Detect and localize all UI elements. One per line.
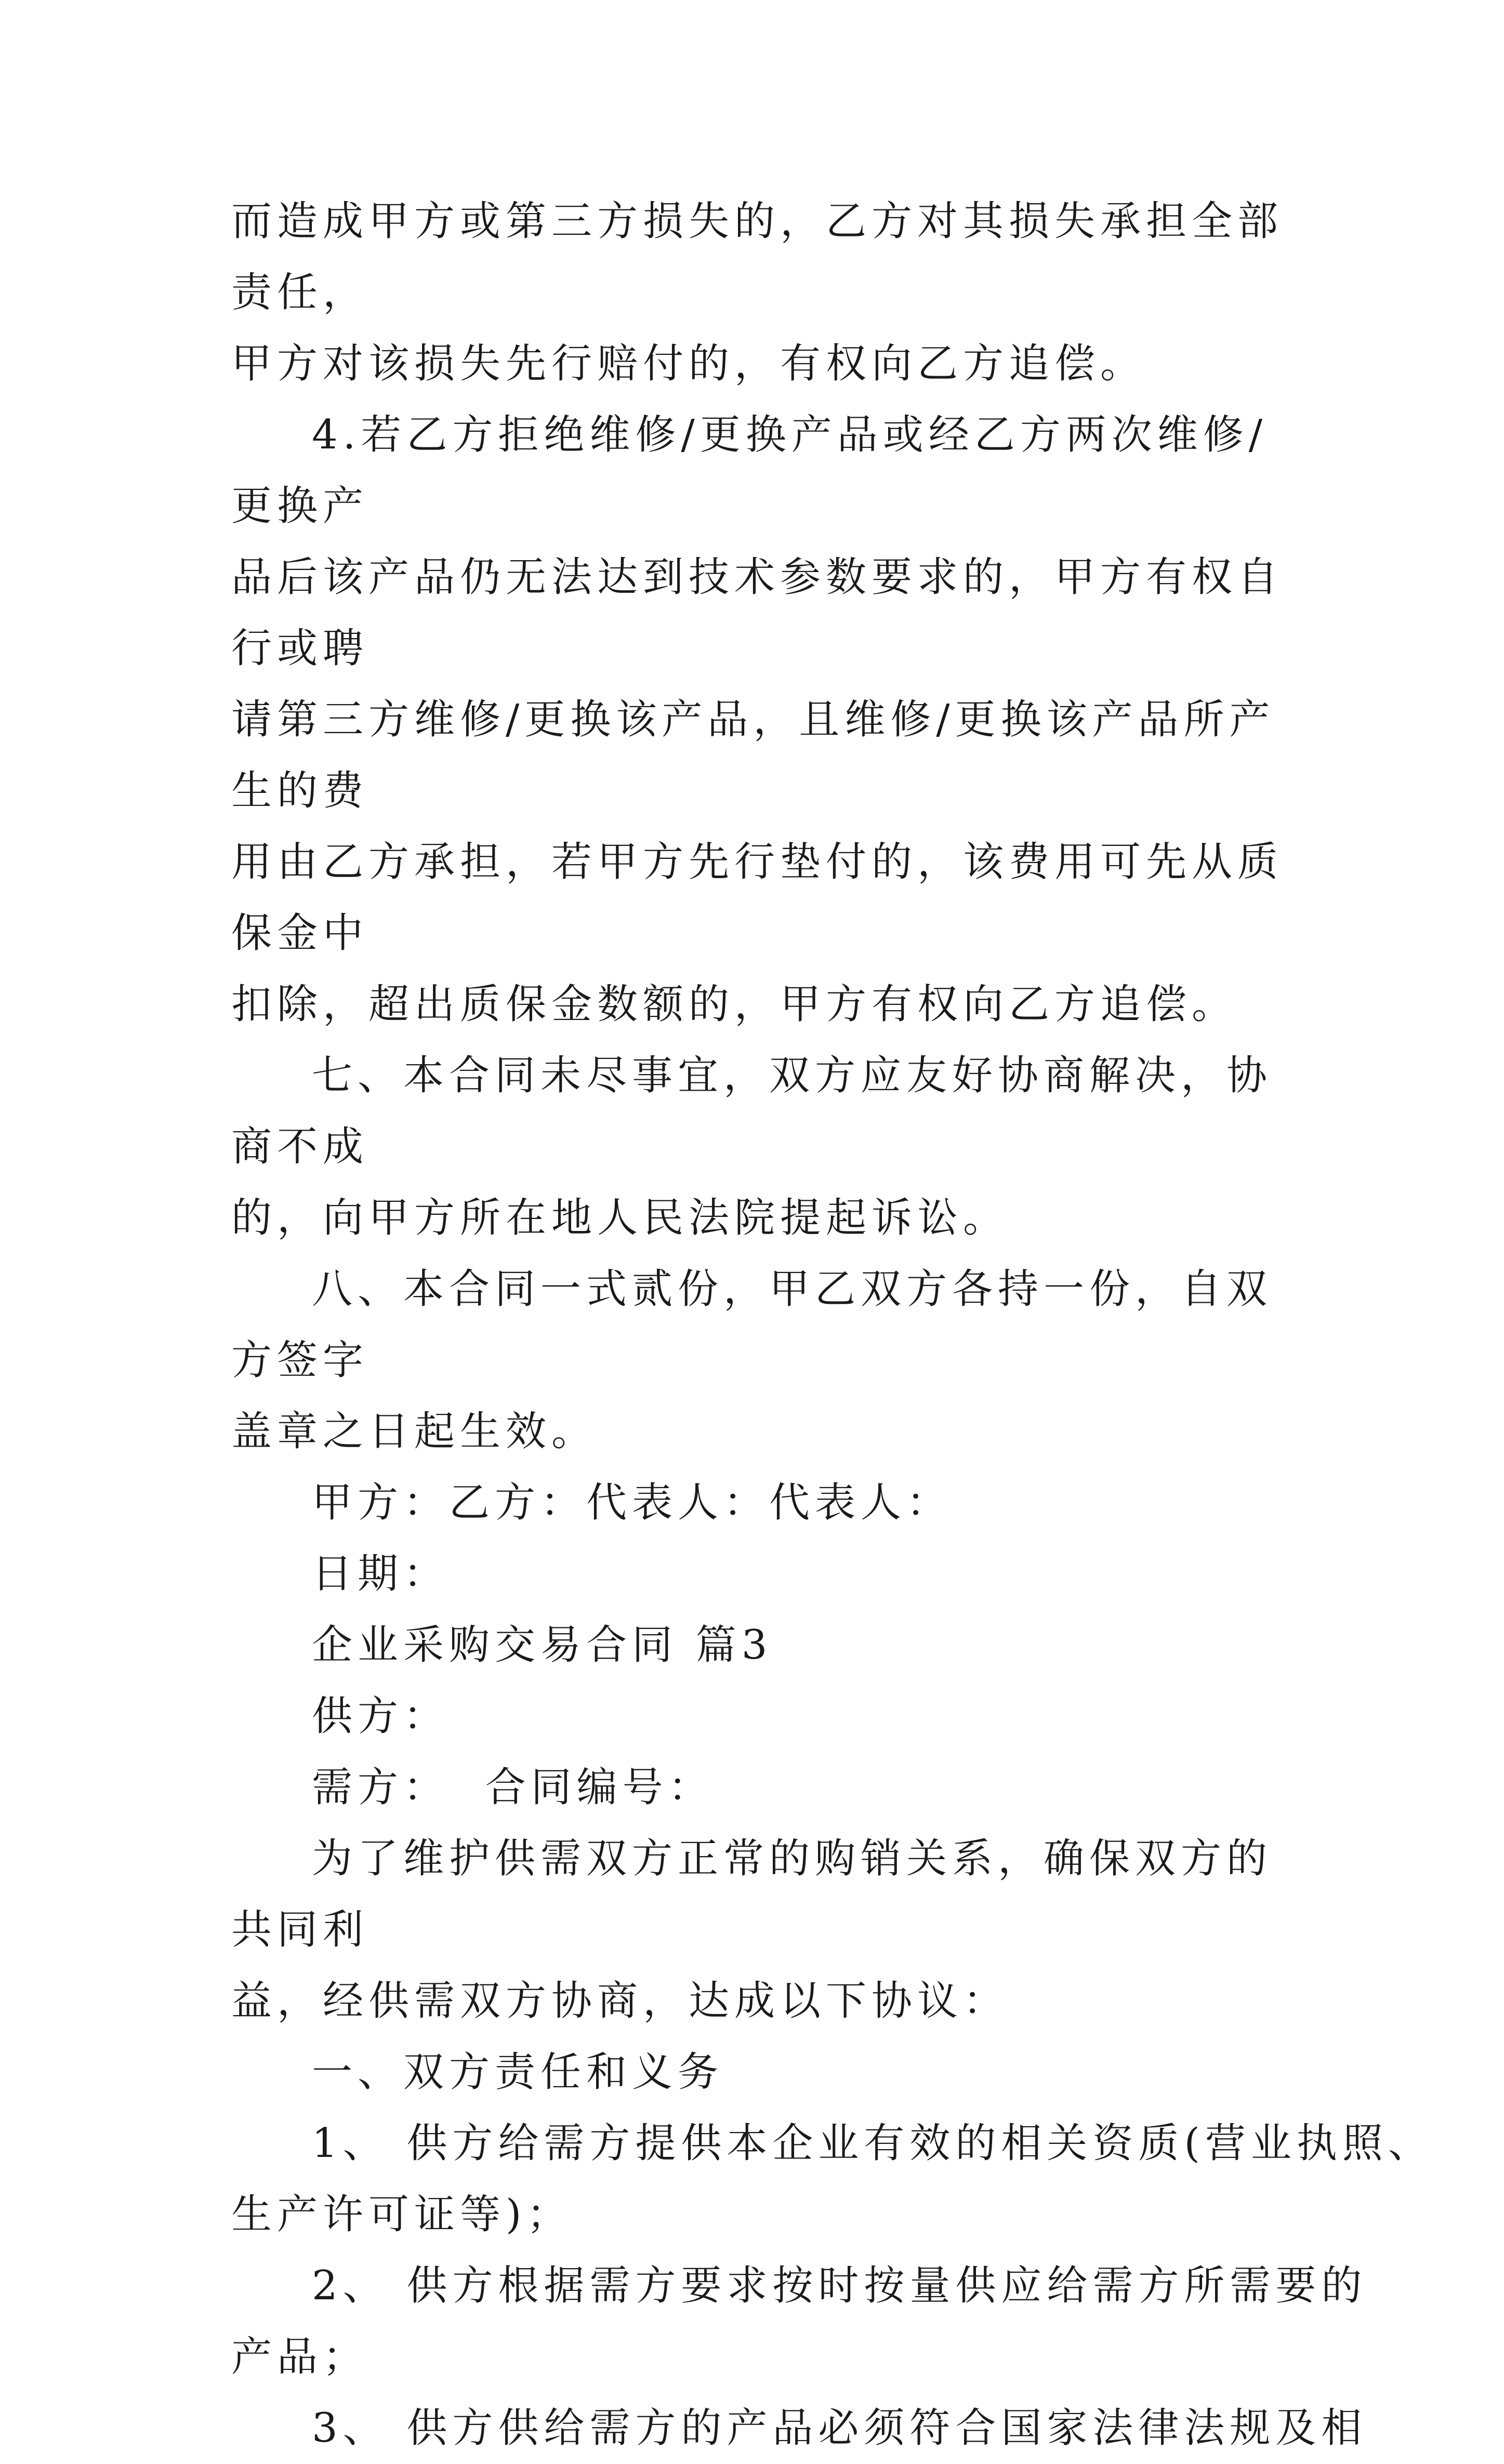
text-line: 4.若乙方拒绝维修/更换产品或经乙方两次维修/更换产 (231, 412, 1268, 529)
text-line: 生产许可证等)； (231, 2191, 573, 2238)
paragraph-date (231, 1539, 1291, 1610)
text-line: 八、本合同一式贰份，甲乙双方各持一份，自双方签字 (231, 1266, 1273, 1384)
paragraph-item-3 (231, 2393, 1367, 2464)
text-line: 企业采购交易合同 篇3 (312, 1622, 773, 1668)
paragraph-item-1 (231, 2108, 1434, 2250)
paragraph-preamble (231, 1823, 1291, 2037)
paragraph-item-2 (231, 2250, 1367, 2393)
document-page (231, 186, 1434, 2464)
text-line: 请第三方维修/更换该产品，且维修/更换该产品所产生的费 (231, 696, 1275, 814)
paragraph-clause-4 (231, 400, 1291, 1040)
text-line: 的，向甲方所在地人民法院提起诉讼。 (231, 1195, 1009, 1241)
text-line: 供方： (312, 1693, 450, 1740)
text-line: 用由乙方承担，若甲方先行垫付的，该费用可先从质保金中 (231, 839, 1284, 957)
text-line: 扣除，超出质保金数额的，甲方有权向乙方追偿。 (231, 981, 1238, 1028)
text-line: 一、双方责任和义务 (312, 2049, 724, 2096)
section-title (231, 1610, 1291, 1681)
text-line: 1、 供方给需方提供本企业有效的相关资质(营业执照、 (312, 2120, 1434, 2167)
text-line: 七、本合同未尽事宜，双方应友好协商解决，协商不成 (231, 1052, 1273, 1170)
text-line: 需方： 合同编号： (312, 1764, 714, 1811)
text-line: 日期： (312, 1551, 450, 1597)
text-line: 甲方对该损失先行赔付的，有权向乙方追偿。 (231, 340, 1146, 387)
text-line: 3、 供方供给需方的产品必须符合国家法律法规及相 (312, 2405, 1367, 2452)
text-line: 盖章之日起生效。 (231, 1408, 598, 1455)
text-line: 而造成甲方或第三方损失的，乙方对其损失承担全部责任， (231, 198, 1284, 316)
paragraph-article-8 (231, 1254, 1291, 1467)
paragraph-signatories (231, 1467, 1291, 1539)
paragraph-section-1-heading (231, 2037, 1291, 2108)
paragraph-supplier (231, 1681, 1291, 1752)
paragraph-buyer-contract-no (231, 1752, 1291, 1823)
text-line: 为了维护供需双方正常的购销关系，确保双方的共同利 (231, 1835, 1273, 1953)
text-line: 益，经供需双方协商，达成以下协议： (231, 1978, 1009, 2024)
text-line: 产品； (231, 2334, 369, 2380)
text-line: 甲方：乙方：代表人：代表人： (312, 1479, 953, 1526)
text-line: 2、 供方根据需方要求按时按量供应给需方所需要的 (312, 2262, 1367, 2309)
text-line: 品后该产品仍无法达到技术参数要求的，甲方有权自行或聘 (231, 554, 1284, 672)
paragraph-article-7 (231, 1040, 1291, 1254)
paragraph-continuation (231, 186, 1291, 400)
